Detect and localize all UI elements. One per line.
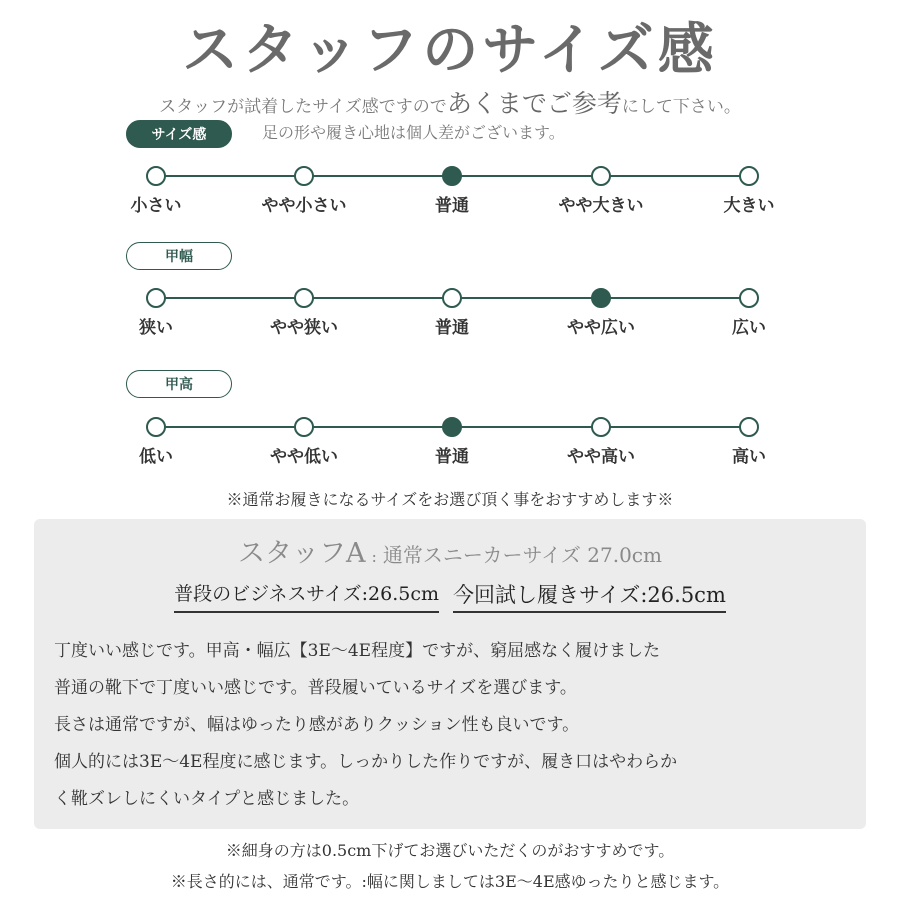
page-title: スタッフのサイズ感 [182, 18, 718, 83]
comment-line: 丁度いい感じです。甲高・幅広【3E～4E程度】ですが、窮屈感なく履けました [54, 641, 661, 661]
footnote: ※長さ的には、通常です。:幅に関しましては3E～4E感ゆったりと感じます。 [170, 872, 730, 891]
scale-point [442, 288, 462, 308]
scale-label: 大きい [723, 196, 775, 216]
scale-label: やや低い [270, 447, 338, 467]
size-feel-badge: サイズ感 [126, 120, 232, 148]
scale-point-selected [442, 417, 462, 437]
scale-label: やや狭い [270, 318, 338, 338]
scale-label: やや大きい [558, 196, 644, 216]
intro-text [0, 84, 900, 120]
scale-point [739, 417, 759, 437]
scale-point [739, 166, 759, 186]
scale-label: やや高い [567, 447, 635, 467]
normal-sneaker-size: 通常スニーカーサイズ 27.0cm [382, 543, 662, 567]
scale-point [294, 166, 314, 186]
comment-line: 個人的には3E～4E程度に感じます。しっかりした作りですが、履き口はやわらか [54, 752, 678, 772]
instep-height-badge: 甲高 [126, 370, 232, 398]
intro-after: にして下さい。 [621, 97, 741, 117]
try-on-size: 今回試し履きサイズ:26.5cm [453, 579, 726, 613]
scale-label: 普通 [435, 318, 469, 338]
scale-point-selected [591, 288, 611, 308]
scale-point [591, 417, 611, 437]
scale-label: 普通 [435, 196, 469, 216]
scale-label: 高い [732, 447, 766, 467]
staff-name: スタッフA [238, 538, 366, 569]
scale-point-selected [442, 166, 462, 186]
instep-height-scale [130, 418, 780, 478]
recommend-note: ※通常お履きになるサイズをお選び頂く事をおすすめします※ [226, 490, 674, 509]
scale-label: 広い [732, 318, 766, 338]
scale-label: やや広い [567, 318, 635, 338]
scale-label: 狭い [139, 318, 173, 338]
comment-line: 普通の靴下で丁度いい感じです。普段履いているサイズを選びます。 [54, 678, 577, 698]
staff-header [34, 531, 866, 570]
comment-line: 長さは通常ですが、幅はゆったり感がありクッション性も良いです。 [54, 715, 580, 735]
scale-point [739, 288, 759, 308]
footnote: ※細身の方は0.5cm下げてお選びいただくのがおすすめです。 [225, 841, 675, 860]
staff-separator: : [371, 547, 377, 566]
staff-comment [54, 633, 854, 818]
intro-before: スタッフが試着したサイズ感ですので [159, 97, 447, 117]
scale-point [146, 417, 166, 437]
scale-point [146, 166, 166, 186]
scale-label: やや小さい [261, 196, 347, 216]
scale-point [294, 288, 314, 308]
instep-width-scale [130, 289, 780, 349]
size-feel-scale [130, 167, 780, 227]
individual-difference-note: 足の形や履き心地は個人差がございます。 [262, 123, 565, 142]
intro-emphasis: あくまでご参考 [446, 89, 622, 118]
comment-line: く靴ズレしにくいタイプと感じました。 [54, 789, 360, 809]
scale-label: 普通 [435, 447, 469, 467]
size-row [34, 579, 866, 613]
scale-label: 小さい [130, 196, 182, 216]
business-size: 普段のビジネスサイズ:26.5cm [174, 579, 439, 613]
scale-point [146, 288, 166, 308]
scale-point [294, 417, 314, 437]
staff-review-panel [34, 519, 866, 829]
instep-width-badge: 甲幅 [126, 242, 232, 270]
scale-point [591, 166, 611, 186]
scale-label: 低い [139, 447, 173, 467]
